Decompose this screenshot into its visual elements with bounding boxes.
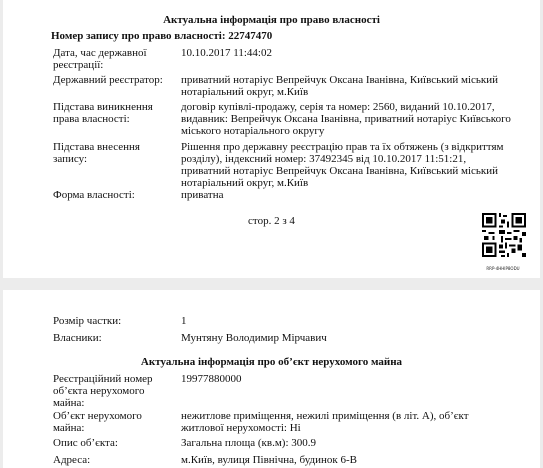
qr-code-icon: [482, 213, 526, 257]
field-label-owners: Власники:: [53, 332, 102, 344]
document-page-2: [3, 0, 540, 278]
field-value-share-size: 1: [181, 315, 187, 327]
field-value-property-reg-number: 19977880000: [181, 373, 242, 385]
field-label-registration-date: Дата, час державної реєстрації:: [53, 47, 147, 71]
field-value-registrar: приватний нотаріус Вепрейчук Оксана Іванівна, Київський міський нотаріальний округ, м.Київ: [181, 74, 499, 98]
field-value-entry-basis: Рішення про державну реєстрацію прав та їх обтяжень (з відкриттям розділу), індексний номер: 37492345 від 10.10.2017 11:51:21, приватний нотаріус Вепрейчук Оксана Іванівна, Київський міський нотаріальний округ, м.Київ: [181, 141, 504, 189]
page-number: стор. 2 з 4: [248, 215, 295, 227]
property-section-title: Актуальна інформація про об’єкт нерухомого майна: [140, 356, 403, 368]
field-label-address: Адреса:: [53, 454, 91, 466]
field-label-share-size: Розмір частки:: [53, 315, 122, 327]
field-label-object-description: Опис об’єкта:: [53, 437, 118, 449]
field-label-property-reg-number: Реєстраційний номер об’єкта нерухомого майна:: [53, 373, 153, 409]
field-value-address: м.Київ, вулиця Північна, будинок 6-В: [181, 454, 357, 466]
ownership-section-title: Актуальна інформація про право власності: [163, 14, 380, 26]
field-label-ownership-form: Форма власності:: [53, 189, 135, 201]
qr-code-label: RRP-4HHIP8ODU: [486, 266, 520, 271]
record-number: Номер запису про право власності: 22747470: [51, 30, 273, 42]
field-value-property-object: нежитлове приміщення, нежилі приміщення (в літ. А), об’єкт житлової нерухомості: Ні: [181, 410, 469, 434]
field-label-ownership-basis: Підстава виникнення права власності:: [53, 101, 153, 125]
field-value-object-description: Загальна площа (кв.м): 300.9: [181, 437, 317, 449]
field-value-registration-date: 10.10.2017 11:44:02: [181, 47, 272, 59]
field-label-property-object: Об’єкт нерухомого майна:: [53, 410, 142, 434]
document-page-3: [3, 290, 540, 468]
field-label-entry-basis: Підстава внесення запису:: [53, 141, 140, 165]
field-value-ownership-basis: договір купівлі-продажу, серія та номер: 2560, виданий 10.10.2017, видавник: Вепрейчук Оксана Іванівна, приватний нотаріус Київського міського нотаріального округу: [181, 101, 511, 137]
field-value-ownership-form: приватна: [181, 189, 224, 201]
field-value-owners: Мунтяну Володимир Мірчавич: [181, 332, 327, 344]
field-label-registrar: Державний реєстратор:: [53, 74, 163, 86]
